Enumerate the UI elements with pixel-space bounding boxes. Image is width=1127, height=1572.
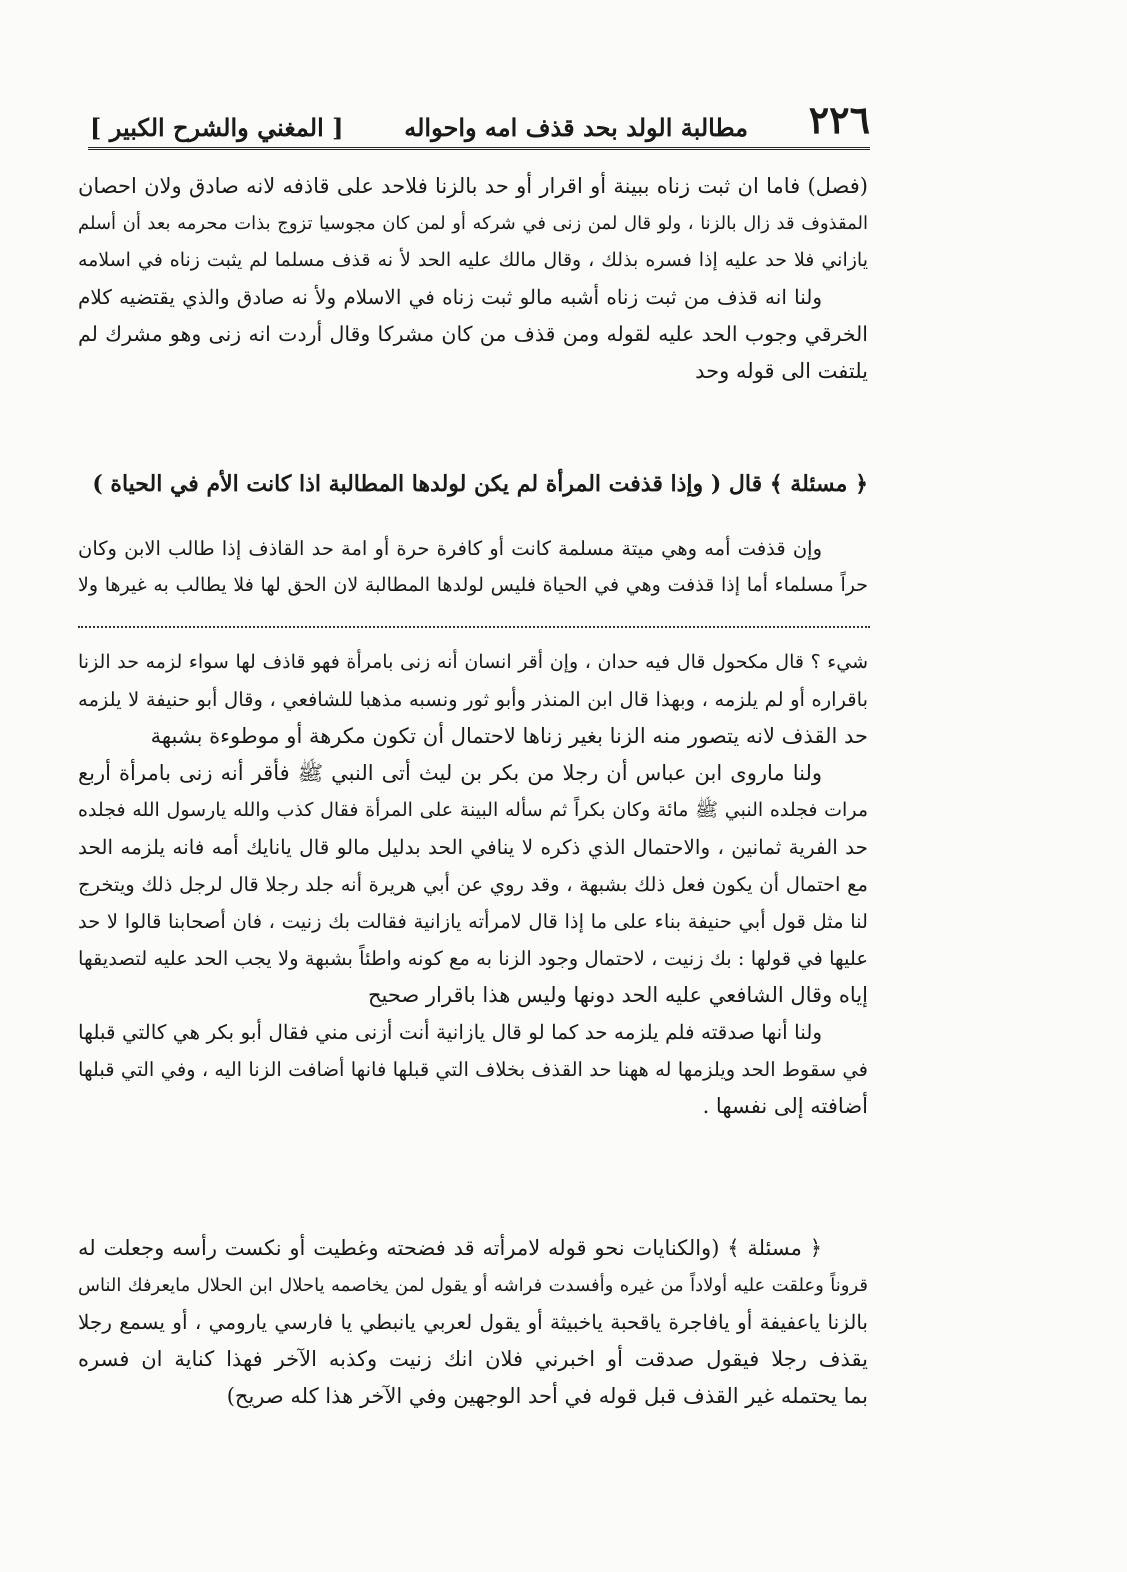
text-line: وإن قذفت أمه وهي ميتة مسلمة كانت أو كافرة حرة أو امة حد القاذف إذا طالب الابن وكان [78,537,822,560]
text-line: بالزنا ياعفيفة أو يافاجرة ياقحبة ياخبيثة أو يقول لعربي يانبطي يا فارسي يارومي ، أو يسمع رجلا [78,1310,868,1334]
text-line: حد القذف لانه يتصور منه الزنا بغير زناها لاحتمال أن تكون مكرهة أو موطوءة بشبهة [150,724,868,748]
text-line: أضافته إلى نفسها . [702,1094,868,1118]
text-line: حد الفرية ثمانين ، والاحتمال الذي ذكره لا ينافي الحد بدليل مالو قال يانايك أمه فانه يلزمه الحد [78,835,868,859]
text-line: شيء ؟ قال مكحول قال فيه حدان ، وإن أقر انسان أنه زنى بامرأة فهو قاذف لها سواء لزمه حد الزنا [78,651,868,673]
text-line: الخرقي وجوب الحد عليه لقوله ومن قذف من كان مشركا وقال أردت انه زنى وهو مشرك لم [78,322,868,346]
text-line: في سقوط الحد ويلزمها له ههنا حد القذف بخلاف التي قبلها فانها أضافت الزنا اليه ، وفي التي قبلها [78,1058,868,1081]
sharh-paragraphs [78,644,868,1125]
text-line: مع احتمال أن يكون فعل ذلك بشبهة ، وقد روي عن أبي هريرة أنه جلد رجلا قال لرجل ذلك ويتخرج [78,873,868,896]
text-line: يازاني فلا حد عليه إذا فسره بذلك ، وقال مالك عليه الحد لأ نه قذف مسلما لم يثبت زناه في اسلامه [78,249,868,271]
bottom-paragraphs [78,1230,868,1415]
text-line: مرات فجلده النبي ﷺ مائة وكان بكراً ثم سأله البينة على المرأة فقال كذب والله يارسول الله فجلده [78,799,868,821]
text-line: ولنا انه قذف من ثبت زناه أشبه مالو ثبت زناه في الاسلام ولأ نه صادق والذي يقتضيه كلام [78,285,822,309]
page-number: ٢٢٦ [808,97,870,142]
text-line: ولنا أنها صدقته فلم يلزمه حد كما لو قال يازانية أنت أزنى مني فقال أبو بكر هي كالتي قبلها [78,1020,822,1044]
text-line: (فصل) فاما ان ثبت زناه ببينة أو اقرار أو حد بالزنا فلاحد على قاذفه لانه صادق ولان احصان [78,174,868,198]
text-line: ولنا ماروى ابن عباس أن رجلا من بكر بن ليث أتى النبي ﷺ فأقر أنه زنى بامرأة أربع [78,761,822,785]
text-line: لنا مثل قول أبي حنيفة بناء على ما إذا قال لامرأته يازانية فقالت بك زنيت ، فان أصحابنا قالوا لا حد [78,910,868,933]
header-rule [88,147,870,150]
text-line: عليها في قولها : بك زنيت ، لاحتمال وجود الزنا به مع كونه واطئاً بشبهة ولا يجب الحد عليه لتصديقها [78,947,868,970]
section-divider [78,626,870,628]
text-line: بما يحتمله غير القذف قبل قوله في أحد الوجهين وفي الآخر هذا كله صريح) [226,1384,868,1408]
running-book-title: [ المغني والشرح الكبير ] [90,113,344,142]
text-line: إياه وقال الشافعي عليه الحد دونها وليس هذا باقرار صحيح [367,983,868,1007]
text-line: المقذوف قد زال بالزنا ، ولو قال لمن زنى في شركه أو لمن كان مجوسيا تزوج بذات محرمه بعد أن أسلم [78,213,868,234]
section-heading: ﴿ مسئلة ﴾ قال ( وإذا قذفت المرأة لم يكن لولدها المطالبة اذا كانت الأم في الحياة ) [92,471,868,497]
matn-paragraph [78,530,868,604]
running-title: مطالبة الولد بحد قذف امه واحواله [404,113,749,142]
text-line: باقراره أو لم يلزمه ، وبهذا قال ابن المنذر وأبو ثور ونسبه مذهبا للشافعي ، وقال أبو حنيفة لا يلزمه [78,688,868,711]
top-paragraphs [78,168,868,390]
text-line: ﴿ مسئلة ﴾ (والكنايات نحو قوله لامرأته قد فضحته وغطيت أو نكست رأسه وجعلت له [78,1236,822,1260]
text-line: حراً مسلماء أما إذا قذفت وهي في الحياة فليس لولدها المطالبة لان الحق لها فلا يطالب به غيرها ولا [78,574,868,596]
text-line: يقذف رجلا فيقول صدقت أو اخبرني فلان انك زنيت وكذبه الآخر فهذا كناية ان فسره [78,1347,868,1371]
text-line: يلتفت الى قوله وحد [695,359,868,383]
page-header [90,96,870,142]
text-line: قروناً وعلقت عليه أولاداً من غيره وأفسدت فراشه أو يقول لمن يخاصمه ياحلال ابن الحلال مايعرفك الناس [78,1275,868,1296]
